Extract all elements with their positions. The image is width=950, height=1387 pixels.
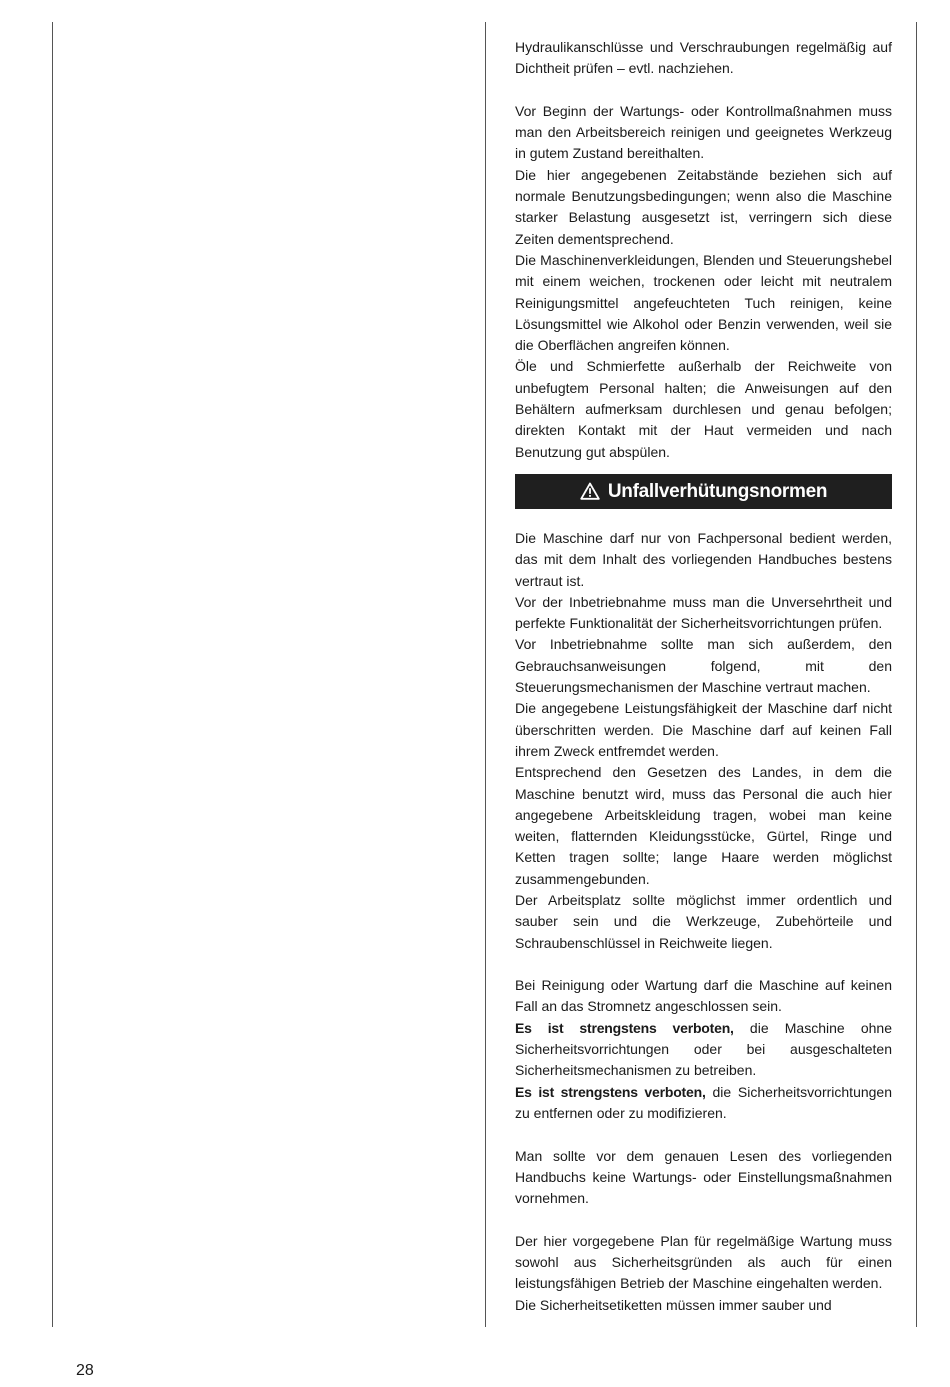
paragraph: Vor der Inbetriebnahme muss man die Unversehrtheit und perfekte Funktionalität der Sicherheitsvorrichtungen prüfen. bbox=[515, 593, 892, 632]
paragraph: Die Sicherheitsetiketten müssen immer sauber und bbox=[515, 1296, 832, 1313]
paragraph: Die angegebene Leistungsfähigkeit der Maschine darf nicht überschritten werden. Die Maschine darf auf keinen Fall ihrem Zweck entfremdet werden. bbox=[515, 700, 892, 759]
paragraph: Der Arbeitsplatz sollte möglichst immer ordentlich und sauber sein und die Werkzeuge, Zubehörteile und Schraubenschlüssel in Reichweite liegen. bbox=[515, 891, 892, 951]
paragraph: Hydraulikanschlüsse und Verschraubungen regelmäßig auf Dichtheit prüfen – evtl. nachziehen. bbox=[515, 39, 892, 77]
paragraph bbox=[515, 1082, 892, 1125]
section-heading-text: Unfallverhütungsnormen bbox=[607, 480, 828, 502]
warning-triangle-icon bbox=[580, 482, 600, 500]
column-divider-rule bbox=[485, 22, 486, 1327]
page-number: 28 bbox=[76, 1362, 94, 1379]
right-margin-rule bbox=[916, 22, 917, 1327]
paragraph: Die Maschinenverkleidungen, Blenden und Steuerungshebel mit einem weichen, trockenen oder leicht mit neutralem Reinigungsmittel angefeuchteten Tuch reinigen, keine Lösungsmittel wie Alkohol oder Benzin verwenden, weil sie die Oberflächen angreifen können. bbox=[515, 251, 892, 354]
paragraph: Die Maschine darf nur von Fachpersonal bedient werden, das mit dem Inhalt des vorliegenden Handbuches bestens vertraut ist. bbox=[515, 529, 892, 589]
paragraph bbox=[515, 1018, 892, 1082]
paragraph: Entsprechend den Gesetzen des Landes, in dem die Maschine benutzt wird, muss das Personal die auch hier angegebene Arbeitskleidung tragen, wobei man keine weiten, flatternden Kleidungsstücke, Gürtel, Ringe und Ketten tragen sollte; lange Haare werden möglichst zusammengebunden. bbox=[515, 764, 892, 887]
paragraph: Der hier vorgegebene Plan für regelmäßige Wartung muss sowohl aus Sicherheitsgründen als auch für einen leistungsfähigen Betrieb der Maschine eingehalten werden. bbox=[515, 1232, 892, 1292]
paragraph: Öle und Schmierfette außerhalb der Reichweite von unbefugtem Personal halten; die Anweisungen auf den Behältern aufmerksam durchlesen und genau befolgen; direkten Kontakt mit der Haut vermeiden und nach Benutzung gut abspülen. bbox=[515, 358, 892, 460]
paragraph: Man sollte vor dem genauen Lesen des vorliegenden Handbuchs keine Wartungs- oder Einstellungsmaßnahmen vornehmen. bbox=[515, 1147, 892, 1207]
paragraph: Die hier angegebenen Zeitabstände beziehen sich auf normale Benutzungsbedingungen; wenn also die Maschine starker Belastung ausgesetzt ist, verringern sich diese Zeiten dementsprechend. bbox=[515, 166, 892, 247]
right-text-column bbox=[515, 37, 892, 1316]
paragraph-text: die Sicherheitsvorrichtungen zu entfernen oder zu modifizieren. bbox=[515, 1083, 893, 1121]
paragraph-text: die Maschine ohne Sicherheitsvorrichtungen oder bei ausgeschalteten Sicherheitsmechanismen zu betreiben. bbox=[515, 1019, 892, 1079]
emphasis-text: Es ist strengstens verboten, bbox=[515, 1083, 706, 1100]
left-margin-rule bbox=[52, 22, 53, 1327]
section-heading bbox=[515, 474, 892, 509]
paragraph: Bei Reinigung oder Wartung darf die Maschine auf keinen Fall an das Stromnetz angeschlossen sein. bbox=[515, 977, 892, 1015]
emphasis-text: Es ist strengstens verboten, bbox=[515, 1019, 734, 1036]
paragraph: Vor Inbetriebnahme sollte man sich außerdem, den Gebrauchsanweisungen folgend, mit den Steuerungsmechanismen der Maschine vertraut machen. bbox=[515, 636, 892, 696]
paragraph: Vor Beginn der Wartungs- oder Kontrollmaßnahmen muss man den Arbeitsbereich reinigen und geeignetes Werkzeug in gutem Zustand bereithalten. bbox=[515, 102, 892, 162]
